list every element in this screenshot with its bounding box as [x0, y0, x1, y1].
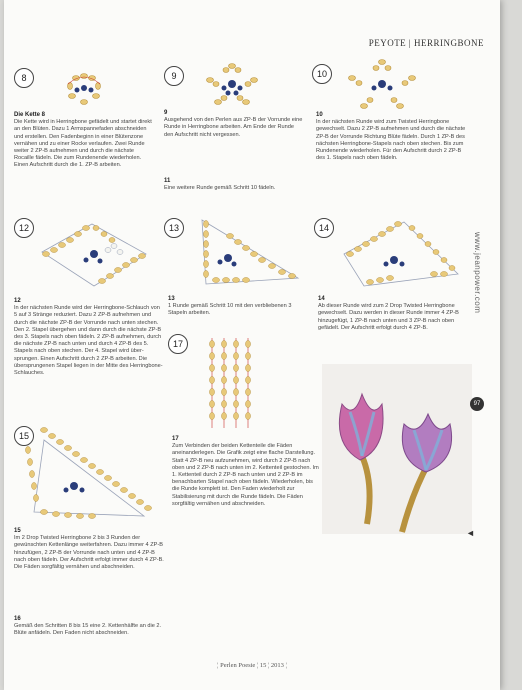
- step-13-number: 13: [168, 296, 175, 302]
- step-17-text: [172, 436, 320, 508]
- step-15-text: [14, 528, 164, 571]
- diagram-step-13: [194, 214, 304, 290]
- step-15-number: 15: [14, 528, 21, 534]
- magazine-page: [4, 0, 500, 690]
- step-16-body: Gemäß den Schritten 8 bis 15 eine 2. Kettenhälfte an die 2. Blüte anfädeln. Den Faden nicht abschneiden.: [14, 623, 162, 637]
- diagram-step-17: [200, 336, 260, 432]
- step-11-number: 11: [164, 178, 171, 184]
- diagram-step-12: [34, 214, 154, 294]
- step-10-number: 10: [316, 112, 323, 118]
- step-14-body: Ab dieser Runde wird zum 2 Drop Twisted Herringbone gewechselt. Dazu werden in dieser Runde immer 4 ZP-B hinzugefügt, 1 ZP-B nach unten und 3 ZP-B nach oben gefädelt. Der Aufschritt erfolgt durch 4 ZP-B.: [318, 303, 459, 331]
- step-13-circle: 13: [164, 218, 184, 238]
- step-16-text: [14, 616, 164, 638]
- diagram-step-8: [62, 70, 108, 108]
- step-9-text: [164, 110, 304, 139]
- step-14-number: 14: [318, 296, 325, 302]
- step-13-body: 1 Runde gemäß Schritt 10 mit den verbliebenen 3 Stapeln arbeiten.: [168, 303, 292, 317]
- step-9-circle: 9: [164, 66, 184, 86]
- step-12-body: In der nächsten Runde wird der Herringbone-Schlauch von 5 auf 3 Stränge reduziert. Dazu 2 ZP-B aufnehmen und durch die nächste ZP-B der Vorrunde nach unten stechen. Den 2. Stapel übergehen und dann durch die nächste ZP-B des 3. Stapels nach oben fädeln. 2 ZP-B aufnehmen, durch die nächste ZP-B nach unten und durch 4 ZP-B des 5. Stapels nach oben stechen. Der 4. Stapel wird übersprungen. Einen Aufschritt durch 2 ZP-B arbeiten. Die übersprungenen Stapel liegen in der Mitte des Herringbone-Schlauches.: [14, 305, 163, 377]
- step-17-number: 17: [172, 436, 179, 442]
- side-website: www.jeanpower.com: [473, 232, 482, 314]
- step-17-body: Zum Verbinden der beiden Kettenteile die Fäden aneinanderlegen. Die Grafik zeigt eine flache Darstellung. Statt 4 ZP-B neu aufzunehmen, wird durch 2 ZP-B nach oben und 2 ZP-B nach unten im 2. Kettenteil gestochen. Im 1. Kettenteil durch 2 ZP-B nach unten und 2 ZP-B im benachbarten Stapel nach oben fädeln. Wiederholen, bis die Runde komplett ist. Den Faden wiederholt zur Stabilisierung mit durch die Runde fädeln. Die Fäden sorgfältig vernähen und abschneiden.: [172, 443, 319, 507]
- step-17-circle: 17: [168, 334, 188, 354]
- step-14-circle: 14: [314, 218, 334, 238]
- diagram-step-14: [334, 214, 464, 294]
- left-arrow-icon: ◄: [466, 528, 475, 538]
- step-8-text: [14, 112, 154, 170]
- page-number-badge: 97: [470, 397, 484, 411]
- diagram-step-15: [14, 420, 164, 524]
- step-13-text: [168, 296, 308, 318]
- step-10-text: [316, 112, 466, 162]
- step-8-body: Die Kette wird in Herringbone gefädelt und startet direkt an den Blüten. Dazu 1 Armspannefaden abschneiden und erstellen. Den Fadenbeginn in einer Blütenzone vernähen und zu einer Rocke verlaufen. Zwei Runde weiter 2 ZP-B aufnehmen und durch die nächste Rocaille fädeln. Die zum Rundenende wiederholen. Einen Aufschritt durch die 1. ZP-B arbeiten.: [14, 119, 152, 169]
- step-8-title: Die Kette 8: [14, 112, 46, 118]
- step-11-text: [164, 178, 304, 192]
- page-footer: ¦ Perlen Poesie ¦ 15 ¦ 2013 ¦: [217, 662, 287, 669]
- step-10-circle: 10: [312, 64, 332, 84]
- photo-beaded-tulips: [322, 364, 472, 534]
- step-8-circle: 8: [14, 68, 34, 88]
- step-14-text: [318, 296, 464, 332]
- diagram-step-9: [200, 60, 264, 112]
- step-9-body: Ausgehend von den Perlen aus ZP-B der Vorrunde eine Runde in Herringbone arbeiten. Am Ende der Runde den Aufschritt nicht vergessen.: [164, 117, 303, 138]
- step-12-circle: 12: [14, 218, 34, 238]
- step-12-text: [14, 298, 164, 377]
- page-header: PEYOTE | HERRINGBONE: [368, 38, 484, 48]
- step-11-body: Eine weitere Runde gemäß Schritt 10 fädeln.: [164, 185, 276, 192]
- step-15-circle: 15: [14, 426, 34, 446]
- step-9-number: 9: [164, 110, 168, 116]
- step-15-body: Im 2 Drop Twisted Herringbone 2 bis 3 Runden der gewünschten Kettenlänge weiterfahren. Dazu immer 4 ZP-B hinzufügen, 2 ZP-B der Vorrunde nach unten und 4 ZP-B nach oben fädeln. Der Aufschritt erfolgt immer durch 4 ZP-B. Die Fäden sorgfältig vernähen und abschneiden.: [14, 535, 164, 571]
- step-10-body: In der nächsten Runde wird zum Twisted Herringbone gewechselt. Dazu 2 ZP-B aufnehmen und durch die nächste ZP-B der Vorrunde Richtung Blüte fädeln. Durch 1 ZP-B des nächsten Herringbone-Stapels nach oben stechen. Bis zum Rundenende wiederholen. Für den Aufschritt durch 2 ZP-B des 1. Stapels nach oben fädeln.: [316, 119, 466, 162]
- step-16-number: 16: [14, 616, 21, 622]
- step-12-number: 12: [14, 298, 21, 304]
- diagram-step-10: [344, 56, 420, 116]
